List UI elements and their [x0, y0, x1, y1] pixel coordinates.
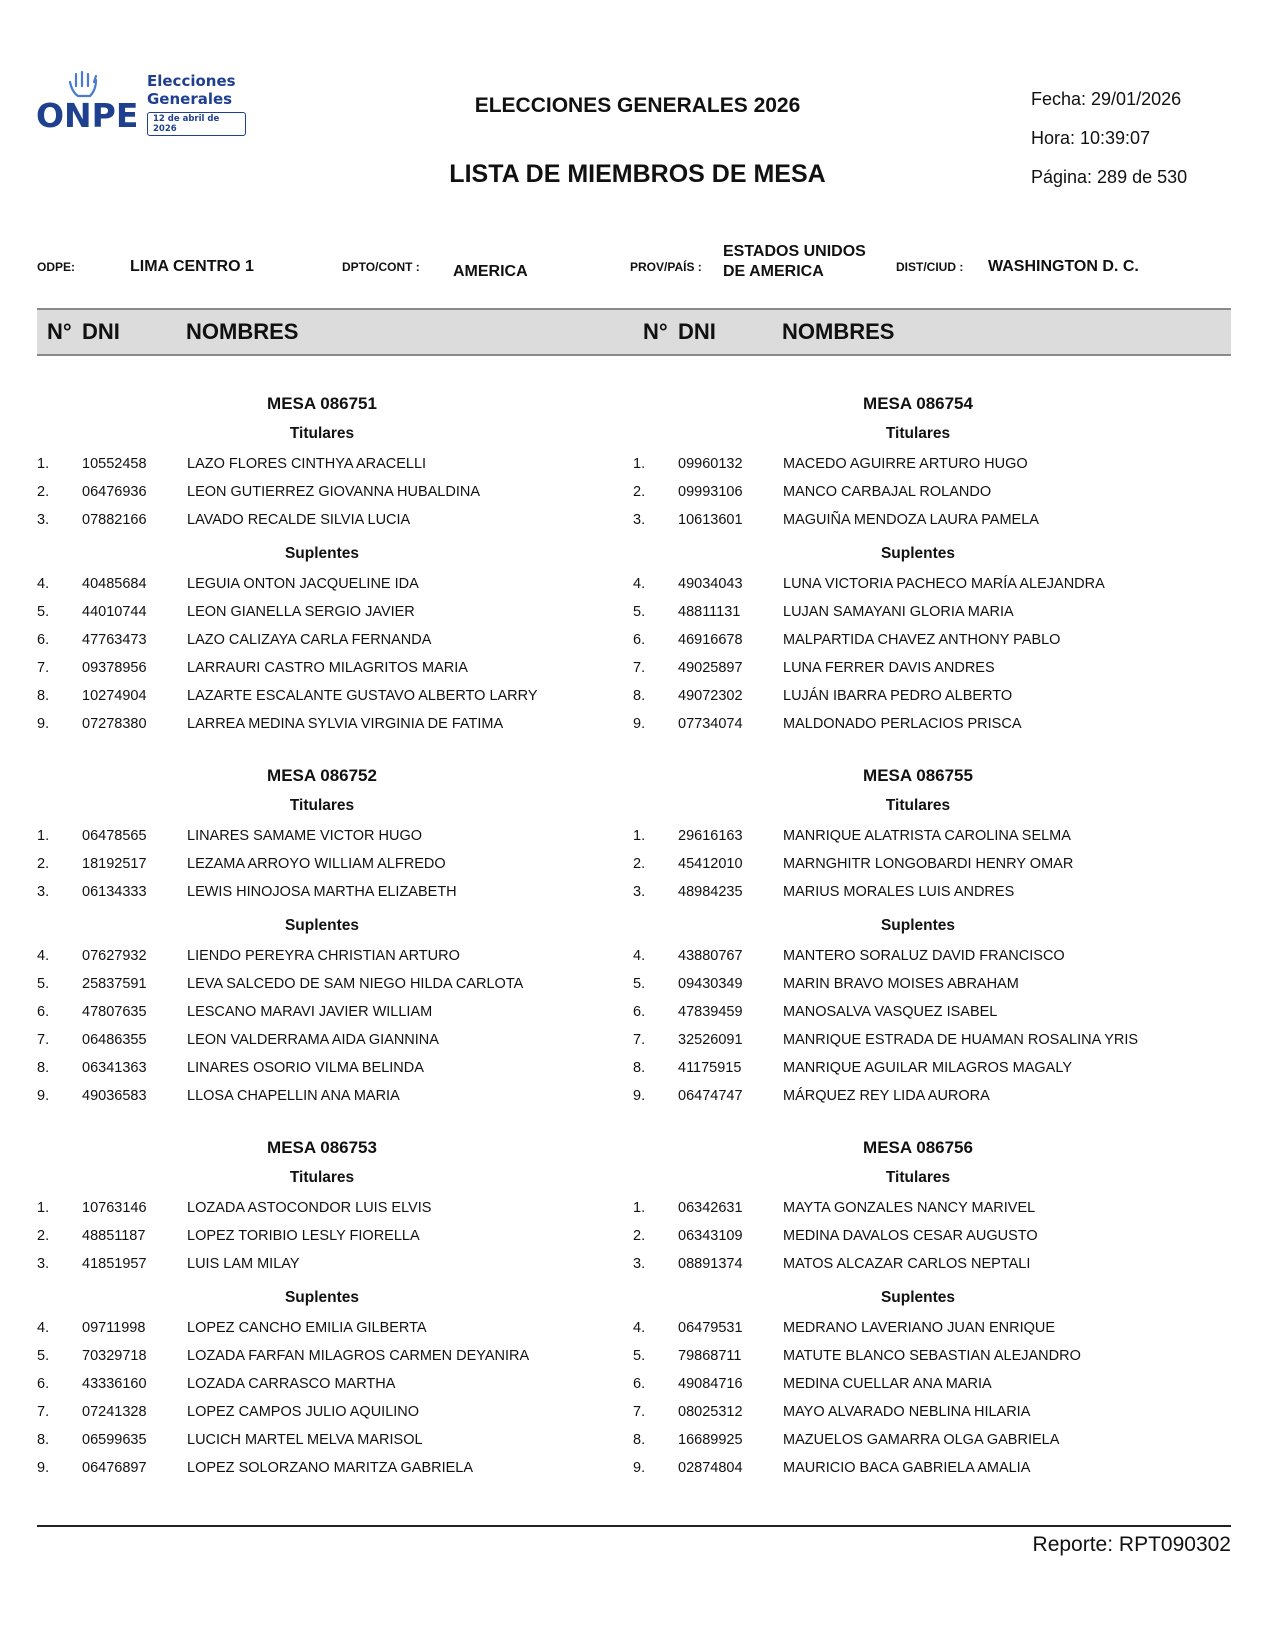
member-row [37, 1454, 627, 1482]
mesa-block [37, 388, 627, 738]
member-number: 2. [633, 1228, 646, 1244]
member-dni: 40485684 [82, 576, 147, 592]
member-name: MALPARTIDA CHAVEZ ANTHONY PABLO [783, 632, 1061, 648]
member-row [37, 878, 627, 906]
member-dni: 06599635 [82, 1432, 147, 1448]
member-row [37, 682, 627, 710]
logo-event-date: 12 de abril de 2026 [147, 112, 246, 136]
member-name: LIENDO PEREYRA CHRISTIAN ARTURO [187, 948, 460, 964]
member-dni: 06134333 [82, 884, 147, 900]
member-name: LEVA SALCEDO DE SAM NIEGO HILDA CARLOTA [187, 976, 524, 992]
member-row [37, 450, 627, 478]
member-dni: 49072302 [678, 688, 743, 704]
member-name: LAZO FLORES CINTHYA ARACELLI [187, 456, 427, 472]
member-name: LUNA FERRER DAVIS ANDRES [783, 660, 995, 676]
member-name: LEON VALDERRAMA AIDA GIANNINA [187, 1032, 439, 1048]
member-name: MEDRANO LAVERIANO JUAN ENRIQUE [783, 1320, 1056, 1336]
member-number: 4. [633, 1320, 646, 1336]
member-number: 4. [633, 576, 646, 592]
member-row [37, 1370, 627, 1398]
member-name: MARNGHITR LONGOBARDI HENRY OMAR [783, 856, 1074, 872]
member-name: MAYO ALVARADO NEBLINA HILARIA [783, 1404, 1031, 1420]
member-row [37, 970, 627, 998]
member-name: LAVADO RECALDE SILVIA LUCIA [187, 512, 411, 528]
member-dni: 47839459 [678, 1004, 743, 1020]
member-dni: 08025312 [678, 1404, 743, 1420]
col-header-dni-left: DNI [82, 319, 120, 344]
member-row [633, 822, 1223, 850]
section-label-titulares: Titulares [289, 1169, 355, 1186]
member-row [37, 998, 627, 1026]
mesa-block [37, 1132, 627, 1482]
member-name: MARIN BRAVO MOISES ABRAHAM [783, 976, 1019, 992]
member-name: MATOS ALCAZAR CARLOS NEPTALI [783, 1256, 1031, 1272]
member-dni: 43336160 [82, 1376, 147, 1392]
member-row [633, 998, 1223, 1026]
member-row [633, 506, 1223, 534]
mesa-block [633, 1132, 1223, 1482]
member-dni: 06486355 [82, 1032, 147, 1048]
member-number: 7. [37, 660, 50, 676]
odpe-value: LIMA CENTRO 1 [130, 258, 254, 275]
member-number: 2. [37, 1228, 50, 1244]
member-dni: 44010744 [82, 604, 147, 620]
mesa-title: MESA 086751 [267, 394, 377, 413]
member-number: 2. [37, 856, 50, 872]
report-time: Hora: 10:39:07 [1031, 128, 1151, 148]
member-row [37, 822, 627, 850]
member-name: MANRIQUE AGUILAR MILAGROS MAGALY [783, 1060, 1072, 1076]
section-label-suplentes: Suplentes [284, 1289, 360, 1306]
member-dni: 07627932 [82, 948, 147, 964]
member-dni: 32526091 [678, 1032, 743, 1048]
member-dni: 29616163 [678, 828, 743, 844]
member-number: 7. [37, 1404, 50, 1420]
member-number: 5. [37, 976, 50, 992]
section-label-suplentes: Suplentes [880, 545, 956, 562]
dist-value: WASHINGTON D. C. [988, 258, 1139, 275]
member-dni: 06341363 [82, 1060, 147, 1076]
member-dni: 07734074 [678, 716, 743, 732]
member-dni: 06478565 [82, 828, 147, 844]
member-name: LOPEZ CAMPOS JULIO AQUILINO [187, 1404, 420, 1420]
mesa-title: MESA 086753 [267, 1138, 377, 1157]
member-number: 1. [633, 456, 646, 472]
member-row [633, 478, 1223, 506]
member-row [37, 1398, 627, 1426]
member-row [633, 1194, 1223, 1222]
member-dni: 41175915 [678, 1060, 742, 1076]
member-name: LOZADA FARFAN MILAGROS CARMEN DEYANIRA [187, 1348, 530, 1364]
member-dni: 06476936 [82, 484, 147, 500]
member-number: 6. [37, 1004, 50, 1020]
section-label-titulares: Titulares [885, 797, 951, 814]
member-dni: 49084716 [678, 1376, 743, 1392]
member-name: MAYTA GONZALES NANCY MARIVEL [783, 1200, 1036, 1216]
mesa-block [633, 760, 1223, 1110]
member-number: 4. [37, 948, 50, 964]
member-dni: 47763473 [82, 632, 147, 648]
member-number: 1. [37, 828, 50, 844]
col-header-n-left: N° [47, 319, 72, 344]
page-number: Página: 289 de 530 [1031, 167, 1188, 187]
member-dni: 06343109 [678, 1228, 743, 1244]
dist-label: DIST/CIUD : [896, 260, 964, 274]
member-row [37, 570, 627, 598]
member-dni: 48851187 [82, 1228, 146, 1244]
member-number: 4. [37, 576, 50, 592]
member-row [633, 1082, 1223, 1110]
member-number: 6. [633, 1004, 646, 1020]
member-number: 3. [37, 1256, 50, 1272]
member-number: 6. [37, 632, 50, 648]
member-dni: 09378956 [82, 660, 147, 676]
member-name: LUNA VICTORIA PACHECO MARÍA ALEJANDRA [783, 576, 1105, 592]
member-dni: 43880767 [678, 948, 743, 964]
member-name: MACEDO AGUIRRE ARTURO HUGO [783, 456, 1028, 472]
member-name: MANOSALVA VASQUEZ ISABEL [783, 1004, 998, 1020]
report-code: Reporte: RPT090302 [1032, 1533, 1231, 1556]
member-row [633, 878, 1223, 906]
section-label-suplentes: Suplentes [284, 917, 360, 934]
document-title: ELECCIONES GENERALES 2026 [474, 94, 801, 117]
member-name: MARIUS MORALES LUIS ANDRES [783, 884, 1015, 900]
col-header-nombres-left: NOMBRES [186, 319, 299, 344]
member-number: 3. [37, 884, 50, 900]
mesa-title: MESA 086755 [863, 766, 973, 785]
member-number: 3. [633, 884, 646, 900]
member-name: LOPEZ CANCHO EMILIA GILBERTA [187, 1320, 427, 1336]
member-name: LEZAMA ARROYO WILLIAM ALFREDO [187, 856, 446, 872]
member-number: 9. [633, 716, 646, 732]
logo-event-line1: Elecciones [147, 72, 236, 90]
member-name: LEON GUTIERREZ GIOVANNA HUBALDINA [187, 484, 481, 500]
member-number: 6. [633, 632, 646, 648]
member-row [633, 450, 1223, 478]
member-row [633, 682, 1223, 710]
member-dni: 06342631 [678, 1200, 743, 1216]
member-number: 5. [633, 1348, 646, 1364]
member-row [633, 1398, 1223, 1426]
member-number: 8. [633, 688, 646, 704]
member-dni: 48811131 [678, 604, 741, 620]
member-name: MAZUELOS GAMARRA OLGA GABRIELA [783, 1432, 1060, 1448]
member-number: 5. [633, 976, 646, 992]
member-dni: 16689925 [678, 1432, 743, 1448]
member-row [37, 1194, 627, 1222]
member-dni: 49036583 [82, 1088, 147, 1104]
member-number: 1. [37, 1200, 50, 1216]
member-row [633, 1342, 1223, 1370]
member-row [37, 506, 627, 534]
col-header-nombres-right: NOMBRES [782, 319, 895, 344]
member-dni: 46916678 [678, 632, 743, 648]
member-number: 1. [633, 828, 646, 844]
member-dni: 07278380 [82, 716, 147, 732]
member-number: 9. [37, 716, 50, 732]
member-dni: 25837591 [82, 976, 147, 992]
member-row [633, 1426, 1223, 1454]
member-name: MÁRQUEZ REY LIDA AURORA [783, 1088, 990, 1104]
member-number: 9. [37, 1088, 50, 1104]
member-number: 7. [633, 1032, 646, 1048]
member-row [37, 1054, 627, 1082]
member-dni: 07241328 [82, 1404, 147, 1420]
member-name: MANTERO SORALUZ DAVID FRANCISCO [783, 948, 1065, 964]
member-row [633, 570, 1223, 598]
member-number: 1. [633, 1200, 646, 1216]
member-name: LESCANO MARAVI JAVIER WILLIAM [187, 1004, 433, 1020]
member-row [37, 1314, 627, 1342]
member-row [633, 942, 1223, 970]
member-number: 6. [633, 1376, 646, 1392]
member-name: LINARES OSORIO VILMA BELINDA [187, 1060, 424, 1076]
member-dni: 09960132 [678, 456, 743, 472]
member-dni: 41851957 [82, 1256, 147, 1272]
member-row [633, 626, 1223, 654]
col-header-dni-right: DNI [678, 319, 716, 344]
mesa-title: MESA 086756 [863, 1138, 973, 1157]
member-number: 3. [633, 512, 646, 528]
member-row [633, 1026, 1223, 1054]
dpto-label: DPTO/CONT : [342, 260, 420, 274]
prov-label: PROV/PAÍS : [630, 260, 702, 274]
member-row [633, 654, 1223, 682]
member-number: 7. [633, 1404, 646, 1420]
member-name: MALDONADO PERLACIOS PRISCA [783, 716, 1022, 732]
member-number: 7. [37, 1032, 50, 1048]
member-name: LOZADA CARRASCO MARTHA [187, 1376, 396, 1392]
member-number: 3. [37, 512, 50, 528]
member-name: MEDINA CUELLAR ANA MARIA [783, 1376, 992, 1392]
member-number: 9. [633, 1088, 646, 1104]
section-label-titulares: Titulares [885, 425, 951, 442]
section-label-titulares: Titulares [885, 1169, 951, 1186]
member-row [37, 1250, 627, 1278]
member-dni: 07882166 [82, 512, 147, 528]
member-dni: 47807635 [82, 1004, 147, 1020]
member-row [37, 626, 627, 654]
member-dni: 06476897 [82, 1460, 147, 1476]
member-number: 2. [633, 484, 646, 500]
member-name: MAURICIO BACA GABRIELA AMALIA [783, 1460, 1031, 1476]
member-name: LOPEZ SOLORZANO MARITZA GABRIELA [187, 1460, 474, 1476]
member-name: LINARES SAMAME VICTOR HUGO [187, 828, 422, 844]
member-dni: 09430349 [678, 976, 743, 992]
member-number: 9. [633, 1460, 646, 1476]
member-row [37, 710, 627, 738]
section-label-titulares: Titulares [289, 425, 355, 442]
footer-divider [37, 1525, 1231, 1527]
member-dni: 10274904 [82, 688, 147, 704]
member-row [37, 1426, 627, 1454]
member-dni: 45412010 [678, 856, 743, 872]
member-row [37, 1222, 627, 1250]
member-row [37, 1342, 627, 1370]
member-dni: 02874804 [678, 1460, 743, 1476]
member-row [633, 970, 1223, 998]
member-dni: 79868711 [678, 1348, 742, 1364]
member-row [37, 654, 627, 682]
member-number: 8. [633, 1432, 646, 1448]
member-number: 3. [633, 1256, 646, 1272]
report-date: Fecha: 29/01/2026 [1031, 89, 1182, 109]
odpe-label: ODPE: [37, 260, 76, 274]
section-label-titulares: Titulares [289, 797, 355, 814]
member-name: MATUTE BLANCO SEBASTIAN ALEJANDRO [783, 1348, 1081, 1364]
member-dni: 08891374 [678, 1256, 743, 1272]
member-name: MANRIQUE ESTRADA DE HUAMAN ROSALINA YRIS [783, 1032, 1139, 1048]
prov-value-line1: ESTADOS UNIDOS [723, 243, 866, 260]
member-name: LUJÁN IBARRA PEDRO ALBERTO [783, 688, 1013, 704]
member-name: MEDINA DAVALOS CESAR AUGUSTO [783, 1228, 1038, 1244]
mesas-column-right [633, 388, 1223, 1504]
member-name: MANCO CARBAJAL ROLANDO [783, 484, 992, 500]
member-number: 5. [633, 604, 646, 620]
member-dni: 10552458 [82, 456, 147, 472]
member-row [633, 598, 1223, 626]
member-number: 4. [37, 1320, 50, 1336]
member-dni: 48984235 [678, 884, 743, 900]
member-name: LUCICH MARTEL MELVA MARISOL [187, 1432, 423, 1448]
member-number: 8. [37, 1060, 50, 1076]
member-row [633, 1454, 1223, 1482]
member-row [633, 710, 1223, 738]
col-header-n-right: N° [643, 319, 668, 344]
logo-event-line2: Generales [147, 90, 233, 108]
dpto-value: AMERICA [453, 263, 528, 280]
member-dni: 10613601 [678, 512, 743, 528]
member-row [633, 1054, 1223, 1082]
member-number: 1. [37, 456, 50, 472]
member-number: 8. [37, 688, 50, 704]
member-number: 2. [37, 484, 50, 500]
prov-value-line2: DE AMERICA [723, 263, 824, 280]
member-name: LEWIS HINOJOSA MARTHA ELIZABETH [187, 884, 457, 900]
member-name: LLOSA CHAPELLIN ANA MARIA [187, 1088, 400, 1104]
member-dni: 06474747 [678, 1088, 743, 1104]
onpe-wordmark: ONPE [36, 96, 139, 135]
member-row [37, 598, 627, 626]
section-label-suplentes: Suplentes [880, 917, 956, 934]
mesa-block [37, 760, 627, 1110]
member-name: LUJAN SAMAYANI GLORIA MARIA [783, 604, 1014, 620]
member-number: 7. [633, 660, 646, 676]
member-number: 6. [37, 1376, 50, 1392]
section-label-suplentes: Suplentes [880, 1289, 956, 1306]
mesa-title: MESA 086752 [267, 766, 377, 785]
member-name: MANRIQUE ALATRISTA CAROLINA SELMA [783, 828, 1071, 844]
member-dni: 06479531 [678, 1320, 743, 1336]
member-dni: 49034043 [678, 576, 743, 592]
member-row [633, 1222, 1223, 1250]
member-row [37, 1026, 627, 1054]
member-name: LEON GIANELLA SERGIO JAVIER [187, 604, 415, 620]
member-row [37, 1082, 627, 1110]
member-name: LARREA MEDINA SYLVIA VIRGINIA DE FATIMA [187, 716, 504, 732]
member-row [633, 1314, 1223, 1342]
member-name: MAGUIÑA MENDOZA LAURA PAMELA [783, 512, 1039, 528]
member-dni: 18192517 [82, 856, 147, 872]
member-row [37, 942, 627, 970]
section-label-suplentes: Suplentes [284, 545, 360, 562]
member-name: LARRAURI CASTRO MILAGRITOS MARIA [187, 660, 468, 676]
member-row [633, 850, 1223, 878]
member-number: 9. [37, 1460, 50, 1476]
mesa-block [633, 388, 1223, 738]
member-dni: 10763146 [82, 1200, 147, 1216]
member-name: LAZARTE ESCALANTE GUSTAVO ALBERTO LARRY [187, 688, 538, 704]
member-name: LUIS LAM MILAY [187, 1256, 300, 1272]
member-row [633, 1250, 1223, 1278]
member-dni: 09993106 [678, 484, 743, 500]
member-dni: 09711998 [82, 1320, 146, 1336]
member-number: 8. [37, 1432, 50, 1448]
mesas-column-left [37, 388, 627, 1504]
member-number: 5. [37, 604, 50, 620]
document-subtitle: LISTA DE MIEMBROS DE MESA [449, 160, 826, 188]
member-row [633, 1370, 1223, 1398]
member-row [37, 478, 627, 506]
member-number: 8. [633, 1060, 646, 1076]
member-number: 4. [633, 948, 646, 964]
member-name: LEGUIA ONTON JACQUELINE IDA [187, 576, 419, 592]
member-dni: 49025897 [678, 660, 743, 676]
member-row [37, 850, 627, 878]
member-name: LOPEZ TORIBIO LESLY FIORELLA [187, 1228, 420, 1244]
mesa-title: MESA 086754 [863, 394, 973, 413]
member-number: 5. [37, 1348, 50, 1364]
member-number: 2. [633, 856, 646, 872]
member-dni: 70329718 [82, 1348, 147, 1364]
member-name: LOZADA ASTOCONDOR LUIS ELVIS [187, 1200, 432, 1216]
member-name: LAZO CALIZAYA CARLA FERNANDA [187, 632, 432, 648]
